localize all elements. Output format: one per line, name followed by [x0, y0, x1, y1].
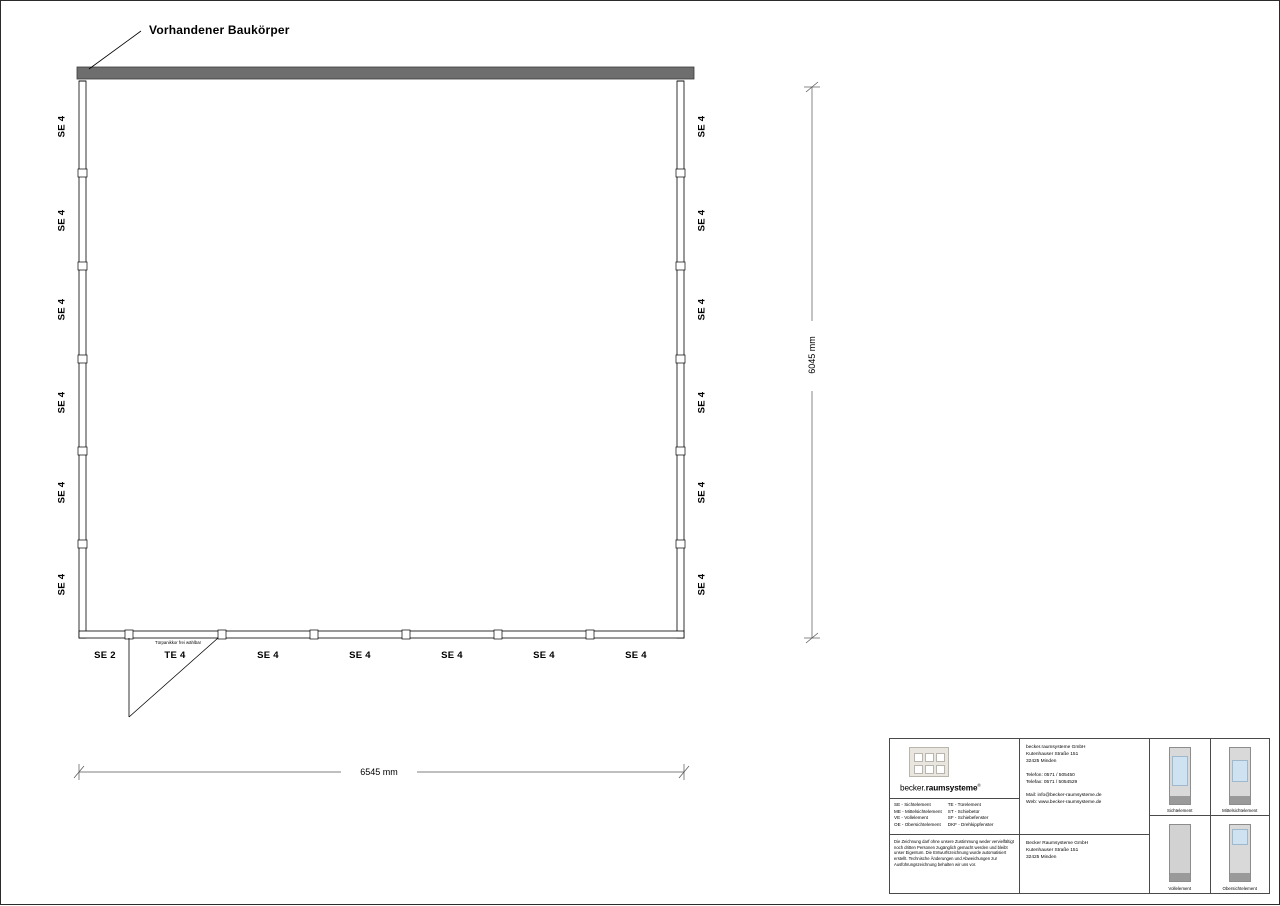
title-block-middle-column: [1020, 739, 1150, 893]
copyright-disclaimer: Die Zeichnung darf ohne unsere Zustimmung weder vervielfältigt noch dritten Personen zugänglich gemacht werden und bleibt unser Eigentum. Die Entwurfszeichnung wurde automatisiert erstellt. Technische Änderungen und Abweichungen zur Ausführungszeichnung behalten wir uns vor.: [894, 839, 1014, 867]
mittelsichtelement-icon: [1229, 747, 1251, 805]
title-block-left-column: [890, 739, 1020, 893]
wall-label-right-3: SE 4: [696, 298, 708, 321]
company-contact-group: [1026, 772, 1143, 786]
wall-label-left-3: SE 4: [56, 298, 68, 321]
legend-column-right: [948, 802, 994, 831]
element-sample-mittelsichtelement: [1210, 739, 1270, 816]
legend-item: DKF - Drehkippfenster: [947, 821, 994, 827]
element-sample-vollelement: [1150, 816, 1210, 893]
wall-label-left-1: SE 4: [56, 115, 68, 138]
element-caption: Sichtelement: [1167, 808, 1193, 813]
legend-item: OE - Obersichtelement: [894, 821, 941, 827]
logo-text-bold: raumsysteme: [925, 784, 978, 793]
wall-label-bottom-3: SE 4: [257, 650, 279, 661]
existing-building-body: [77, 67, 694, 79]
legend-item: ST - Schiebetür: [947, 808, 980, 814]
wall-label-left-6: SE 4: [56, 573, 68, 596]
company-fax: Telefax: 0571 / 5054529: [1026, 779, 1078, 785]
wall-label-left-5: SE 4: [56, 481, 68, 504]
company-name: becker.raumsysteme GmbH: [1026, 745, 1086, 750]
title-block: [889, 738, 1270, 894]
logo-wordmark: [900, 783, 981, 793]
wall-label-right-4: SE 4: [696, 391, 708, 414]
wall-bottom: [79, 630, 684, 639]
company-phone: Telefon: 0571 / 505450: [1026, 772, 1075, 778]
element-sample-sichtelement: [1150, 739, 1210, 816]
element-caption: Vollelement: [1168, 886, 1192, 891]
legend-item: SF - Schiebefenster: [947, 815, 989, 821]
wall-label-left-4: SE 4: [56, 391, 68, 414]
door-direction-note: Türpanikkor frei wählbar: [155, 640, 202, 645]
wall-left: [78, 81, 87, 638]
logo-text-light: becker.: [900, 784, 926, 793]
legend-item: ME - Mittelsichtelement: [894, 808, 942, 814]
company-address-block: [1020, 739, 1149, 835]
customer-street: Kutenhauser Straße 151: [1026, 848, 1079, 854]
company-street: Kutenhauser Straße 151: [1026, 752, 1079, 758]
wall-label-right-5: SE 4: [696, 481, 708, 504]
element-caption: Mittelsichtelement: [1222, 808, 1258, 813]
wall-label-bottom-5: SE 4: [441, 650, 463, 661]
customer-address-block: [1020, 835, 1149, 893]
annotation-existing-building: Vorhandener Baukörper: [149, 23, 290, 37]
wall-label-bottom-7: SE 4: [625, 650, 647, 661]
element-type-gallery: [1150, 739, 1269, 893]
legend-item: VE - Vollelement: [894, 815, 928, 821]
wall-label-bottom-1: SE 2: [94, 650, 116, 661]
logo-registered-icon: ®: [977, 783, 981, 789]
element-sample-obersichtelement: [1210, 816, 1270, 893]
legend-column-left: [894, 802, 942, 831]
wall-label-left-2: SE 4: [56, 209, 68, 232]
wall-label-right-2: SE 4: [696, 209, 708, 232]
company-mail: Mail: info@becker-raumsysteme.de: [1026, 792, 1102, 798]
sichtelement-icon: [1169, 747, 1191, 805]
wall-right: [676, 81, 685, 638]
logo-building-icon: [909, 747, 949, 777]
legend-item: TE - Türelement: [947, 802, 981, 807]
company-web: Web: www.becker-raumsysteme.de: [1026, 800, 1102, 806]
wall-label-bottom-2: TE 4: [164, 650, 186, 661]
element-caption: Obersichtelement: [1222, 886, 1257, 891]
element-abbreviation-legend: [890, 799, 1019, 835]
customer-name: Becker Raumsysteme GmbH: [1026, 841, 1089, 846]
company-city: 32425 Minden: [1026, 759, 1057, 765]
wall-label-bottom-4: SE 4: [349, 650, 371, 661]
legend-item: SE - Sichtelement: [894, 802, 931, 807]
dimension-height-label: 6045 mm: [807, 336, 817, 374]
wall-label-bottom-6: SE 4: [533, 650, 555, 661]
company-logo: [890, 739, 1019, 799]
dimension-width-label: 6545 mm: [360, 767, 398, 777]
wall-label-right-6: SE 4: [696, 573, 708, 596]
customer-city: 32425 Minden: [1026, 855, 1057, 861]
wall-label-right-1: SE 4: [696, 115, 708, 138]
vollelement-icon: [1169, 824, 1191, 882]
company-name-group: [1026, 744, 1143, 766]
annotation-leader-line: [89, 31, 141, 69]
company-online-group: [1026, 792, 1143, 806]
obersichtelement-icon: [1229, 824, 1251, 882]
